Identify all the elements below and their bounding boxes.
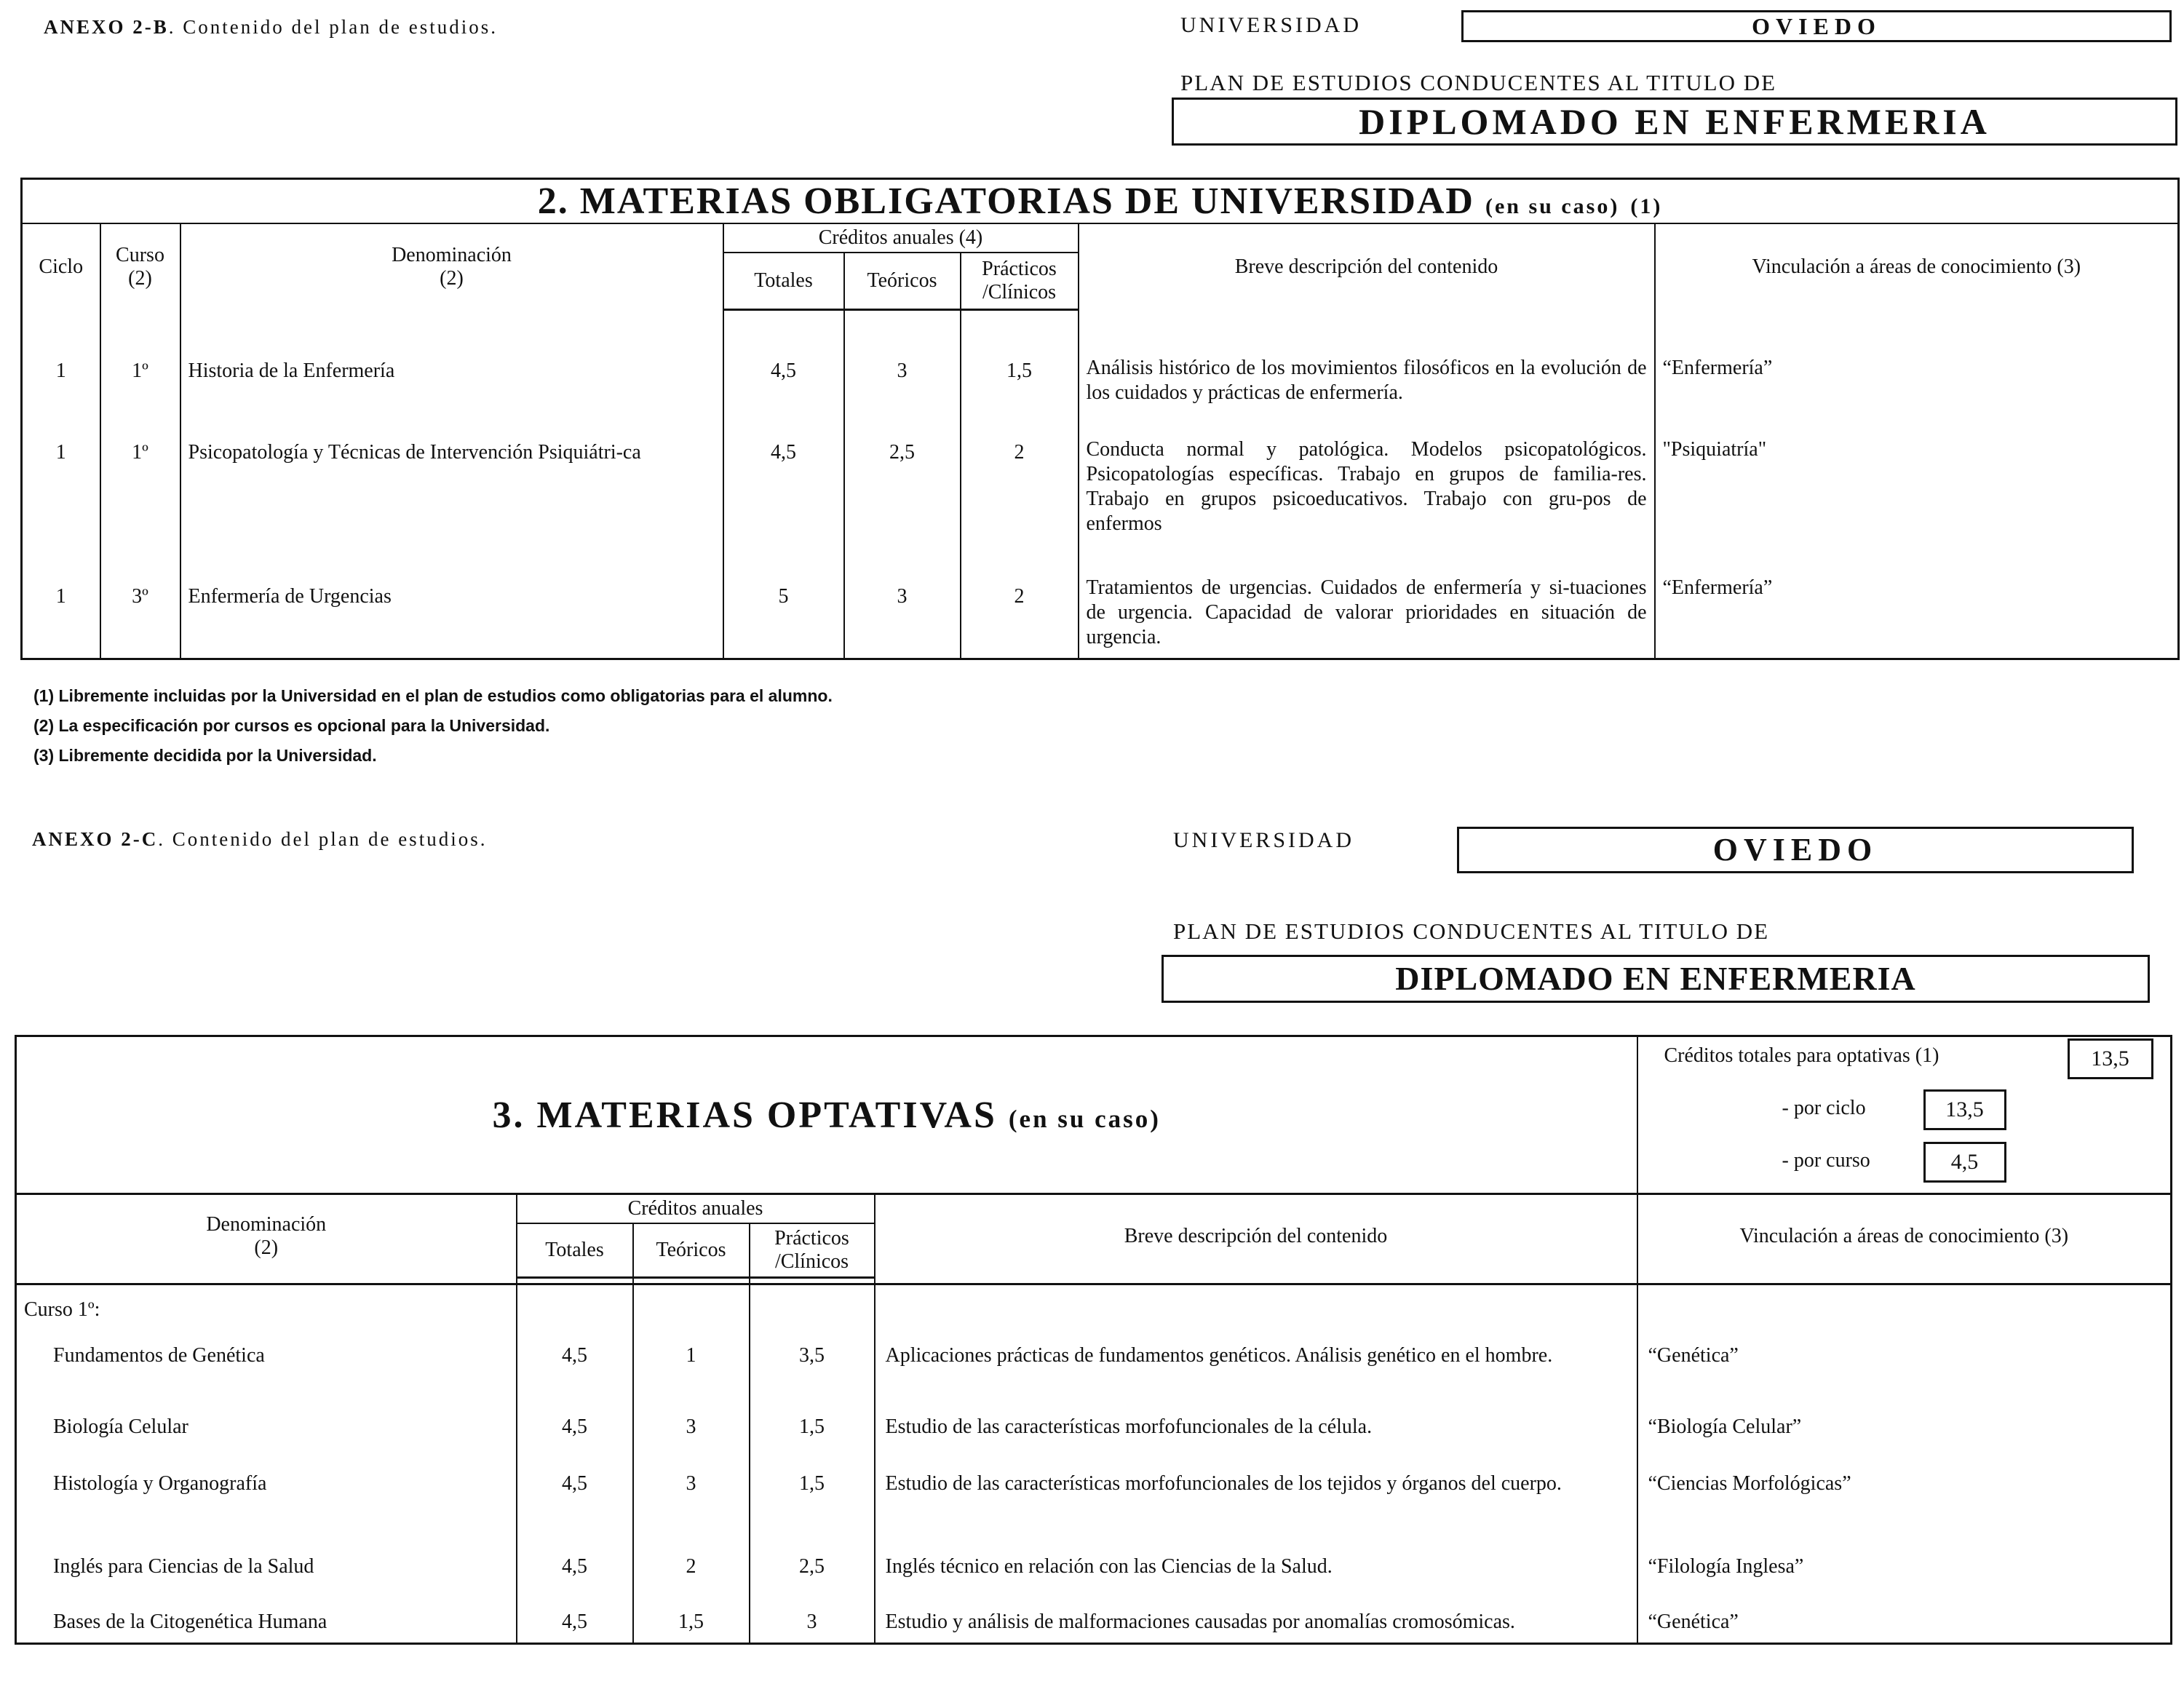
cell-vinculacion: “Ciencias Morfológicas” [1637,1471,2172,1554]
header-denominacion-label: Denominación [392,243,512,266]
table-row [16,1414,2172,1471]
footnotes [33,681,833,771]
annex-c-plan-label: PLAN DE ESTUDIOS CONDUCENTES AL TITULO DE [1173,918,1770,944]
header-practicos-label-2: /Clínicos [774,1250,849,1273]
cell-vinculacion: “Biología Celular” [1637,1414,2172,1471]
cell-descripcion: Aplicaciones prácticas de fundamentos genéticos. Análisis genético en el hombre. [875,1332,1637,1414]
optional-title-cell [16,1036,1637,1194]
table-row [16,1332,2172,1414]
annex-c-heading [32,828,487,851]
annex-c-code: ANEXO 2-C [32,828,159,850]
cell-descripcion: Análisis histórico de los movimientos filosóficos en la evolución de los cuidados y prácticas de enfermería. [1079,351,1655,433]
table-row [22,571,2179,659]
header-denominacion-label: Denominación [206,1212,327,1236]
cell-descripcion: Estudio y análisis de malformaciones causadas por anomalías cromosómicas. [875,1609,1637,1644]
header-creditos: Créditos anuales [517,1194,875,1224]
optional-title-wrap [17,1037,1637,1193]
header-teoricos: Teóricos [844,253,961,310]
optional-subjects-table [15,1035,2172,1645]
cell-vinculacion: “Enfermería” [1655,351,2179,433]
section-label: Curso 1º: [16,1284,517,1332]
annex-b-code: ANEXO 2-B [44,16,169,38]
cell-denominacion: Psicopatología y Técnicas de Intervención Psiquiátri-ca [180,433,723,571]
cell-practicos: 2 [961,571,1079,659]
annex-c-degree: DIPLOMADO EN ENFERMERIA [1162,955,2150,1003]
cell-ciclo: 1 [22,571,100,659]
cell-curso: 3º [100,571,180,659]
cell-teoricos: 3 [633,1471,750,1554]
header-practicos-label-2: /Clínicos [982,281,1057,303]
cell-descripcion: Estudio de las características morfofuncionales de los tejidos y órganos del cuerpo. [875,1471,1637,1554]
annex-b-heading [44,16,498,39]
header-curso-label: Curso [116,243,164,266]
cell-practicos: 2 [961,433,1079,571]
cell-denominacion: Historia de la Enfermería [180,351,723,433]
cell-vinculacion: “Filología Inglesa” [1637,1554,2172,1609]
cell-vinculacion: “Enfermería” [1655,571,2179,659]
mandatory-title-note: (1) [1630,194,1663,218]
credits-ciclo-label: - por ciclo [1782,1097,1866,1119]
optional-title-main: 3. MATERIAS OPTATIVAS [492,1095,997,1136]
annex-c-university-label: UNIVERSIDAD [1173,828,1354,852]
annex-c-text: . Contenido del plan de estudios. [158,828,488,850]
cell-vinculacion: “Genética” [1637,1609,2172,1644]
cell-practicos: 3 [750,1609,875,1644]
cell-totales: 4,5 [517,1609,633,1644]
cell-curso: 1º [100,351,180,433]
cell-practicos: 1,5 [750,1471,875,1554]
cell-teoricos: 1,5 [633,1609,750,1644]
table-row [16,1609,2172,1644]
header-denominacion-note: (2) [254,1236,279,1259]
credits-total-label: Créditos totales para optativas (1) [1664,1044,1939,1067]
header-ciclo: Ciclo [22,223,100,310]
credits-total-value: 13,5 [2068,1038,2153,1079]
header-curso-note: (2) [128,266,152,290]
cell-denominacion: Enfermería de Urgencias [180,571,723,659]
annex-b-university-label: UNIVERSIDAD [1180,13,1362,37]
header-totales: Totales [723,253,844,310]
header-descripcion: Breve descripción del contenido [875,1194,1637,1278]
header-practicos [961,253,1079,310]
table-row [22,433,2179,571]
cell-totales: 5 [723,571,844,659]
header-teoricos: Teóricos [633,1223,750,1278]
optional-credits-info [1638,1037,2171,1193]
cell-totales: 4,5 [723,351,844,433]
table-row [22,351,2179,433]
cell-totales: 4,5 [517,1471,633,1554]
annex-b-degree: DIPLOMADO EN ENFERMERIA [1172,98,2177,146]
cell-curso: 1º [100,433,180,571]
mandatory-title-sub: (en su caso) [1485,194,1620,218]
header-denominacion-note: (2) [440,266,464,290]
cell-totales: 4,5 [723,433,844,571]
annex-b-university-name: OVIEDO [1461,10,2172,42]
cell-vinculacion: "Psiquiatría" [1655,433,2179,571]
mandatory-table-title [22,179,2179,224]
cell-descripcion: Conducta normal y patológica. Modelos psicopatológicos. Psicopatologías específicas. Trabajo en grupos de familia-res. Trabajo en grupos psicoeducativos. Trabajo con gru-pos de enfermos [1079,433,1655,571]
header-totales: Totales [517,1223,633,1278]
header-denominacion [180,223,723,310]
annex-c-university-name: OVIEDO [1457,827,2134,873]
cell-denominacion: Bases de la Citogenética Humana [16,1609,517,1644]
header-creditos: Créditos anuales (4) [723,223,1079,253]
cell-descripcion: Inglés técnico en relación con las Ciencias de la Salud. [875,1554,1637,1609]
cell-teoricos: 3 [844,571,961,659]
table-row [16,1554,2172,1609]
cell-denominacion: Inglés para Ciencias de la Salud [16,1554,517,1609]
header-practicos [750,1223,875,1278]
cell-practicos: 1,5 [750,1414,875,1471]
cell-denominacion: Biología Celular [16,1414,517,1471]
cell-denominacion: Fundamentos de Genética [16,1332,517,1414]
footnote-2: (2) La especificación por cursos es opcional para la Universidad. [33,716,550,735]
annex-b-text: . Contenido del plan de estudios. [168,16,498,38]
cell-teoricos: 2,5 [844,433,961,571]
cell-totales: 4,5 [517,1332,633,1414]
cell-practicos: 3,5 [750,1332,875,1414]
cell-teoricos: 3 [844,351,961,433]
cell-descripcion: Estudio de las características morfofuncionales de la célula. [875,1414,1637,1471]
credits-ciclo-value: 13,5 [1923,1089,2006,1130]
cell-teoricos: 2 [633,1554,750,1609]
optional-credits-cell [1637,1036,2172,1194]
cell-ciclo: 1 [22,351,100,433]
header-practicos-label: Prácticos [774,1227,849,1250]
cell-practicos: 2,5 [750,1554,875,1609]
optional-table-title [17,1094,1637,1137]
header-vinculacion: Vinculación a áreas de conocimiento (3) [1655,223,2179,310]
cell-descripcion: Tratamientos de urgencias. Cuidados de enfermería y si-tuaciones de urgencia. Capacidad de valorar prioridades en situación de urgencia. [1079,571,1655,659]
cell-teoricos: 1 [633,1332,750,1414]
header-curso [100,223,180,310]
header-denominacion [16,1194,517,1278]
cell-totales: 4,5 [517,1414,633,1471]
optional-title-sub: (en su caso) [1008,1105,1161,1133]
mandatory-title-main: 2. MATERIAS OBLIGATORIAS DE UNIVERSIDAD [537,180,1474,222]
section-row [16,1284,2172,1332]
table-row [16,1471,2172,1554]
footnote-3: (3) Libremente decidida por la Universidad. [33,746,377,765]
header-practicos-label: Prácticos [982,258,1057,280]
credits-curso-value: 4,5 [1923,1142,2006,1183]
cell-teoricos: 3 [633,1414,750,1471]
cell-totales: 4,5 [517,1554,633,1609]
header-vinculacion: Vinculación a áreas de conocimiento (3) [1637,1194,2172,1278]
cell-practicos: 1,5 [961,351,1079,433]
cell-denominacion: Histología y Organografía [16,1471,517,1554]
header-descripcion: Breve descripción del contenido [1079,223,1655,310]
annex-b-plan-label: PLAN DE ESTUDIOS CONDUCENTES AL TITULO DE [1180,70,1777,95]
cell-ciclo: 1 [22,433,100,571]
cell-vinculacion: “Genética” [1637,1332,2172,1414]
credits-curso-label: - por curso [1782,1149,1870,1172]
mandatory-subjects-table [20,178,2180,660]
footnote-1: (1) Libremente incluidas por la Universidad en el plan de estudios como obligatorias para el alumno. [33,686,833,705]
